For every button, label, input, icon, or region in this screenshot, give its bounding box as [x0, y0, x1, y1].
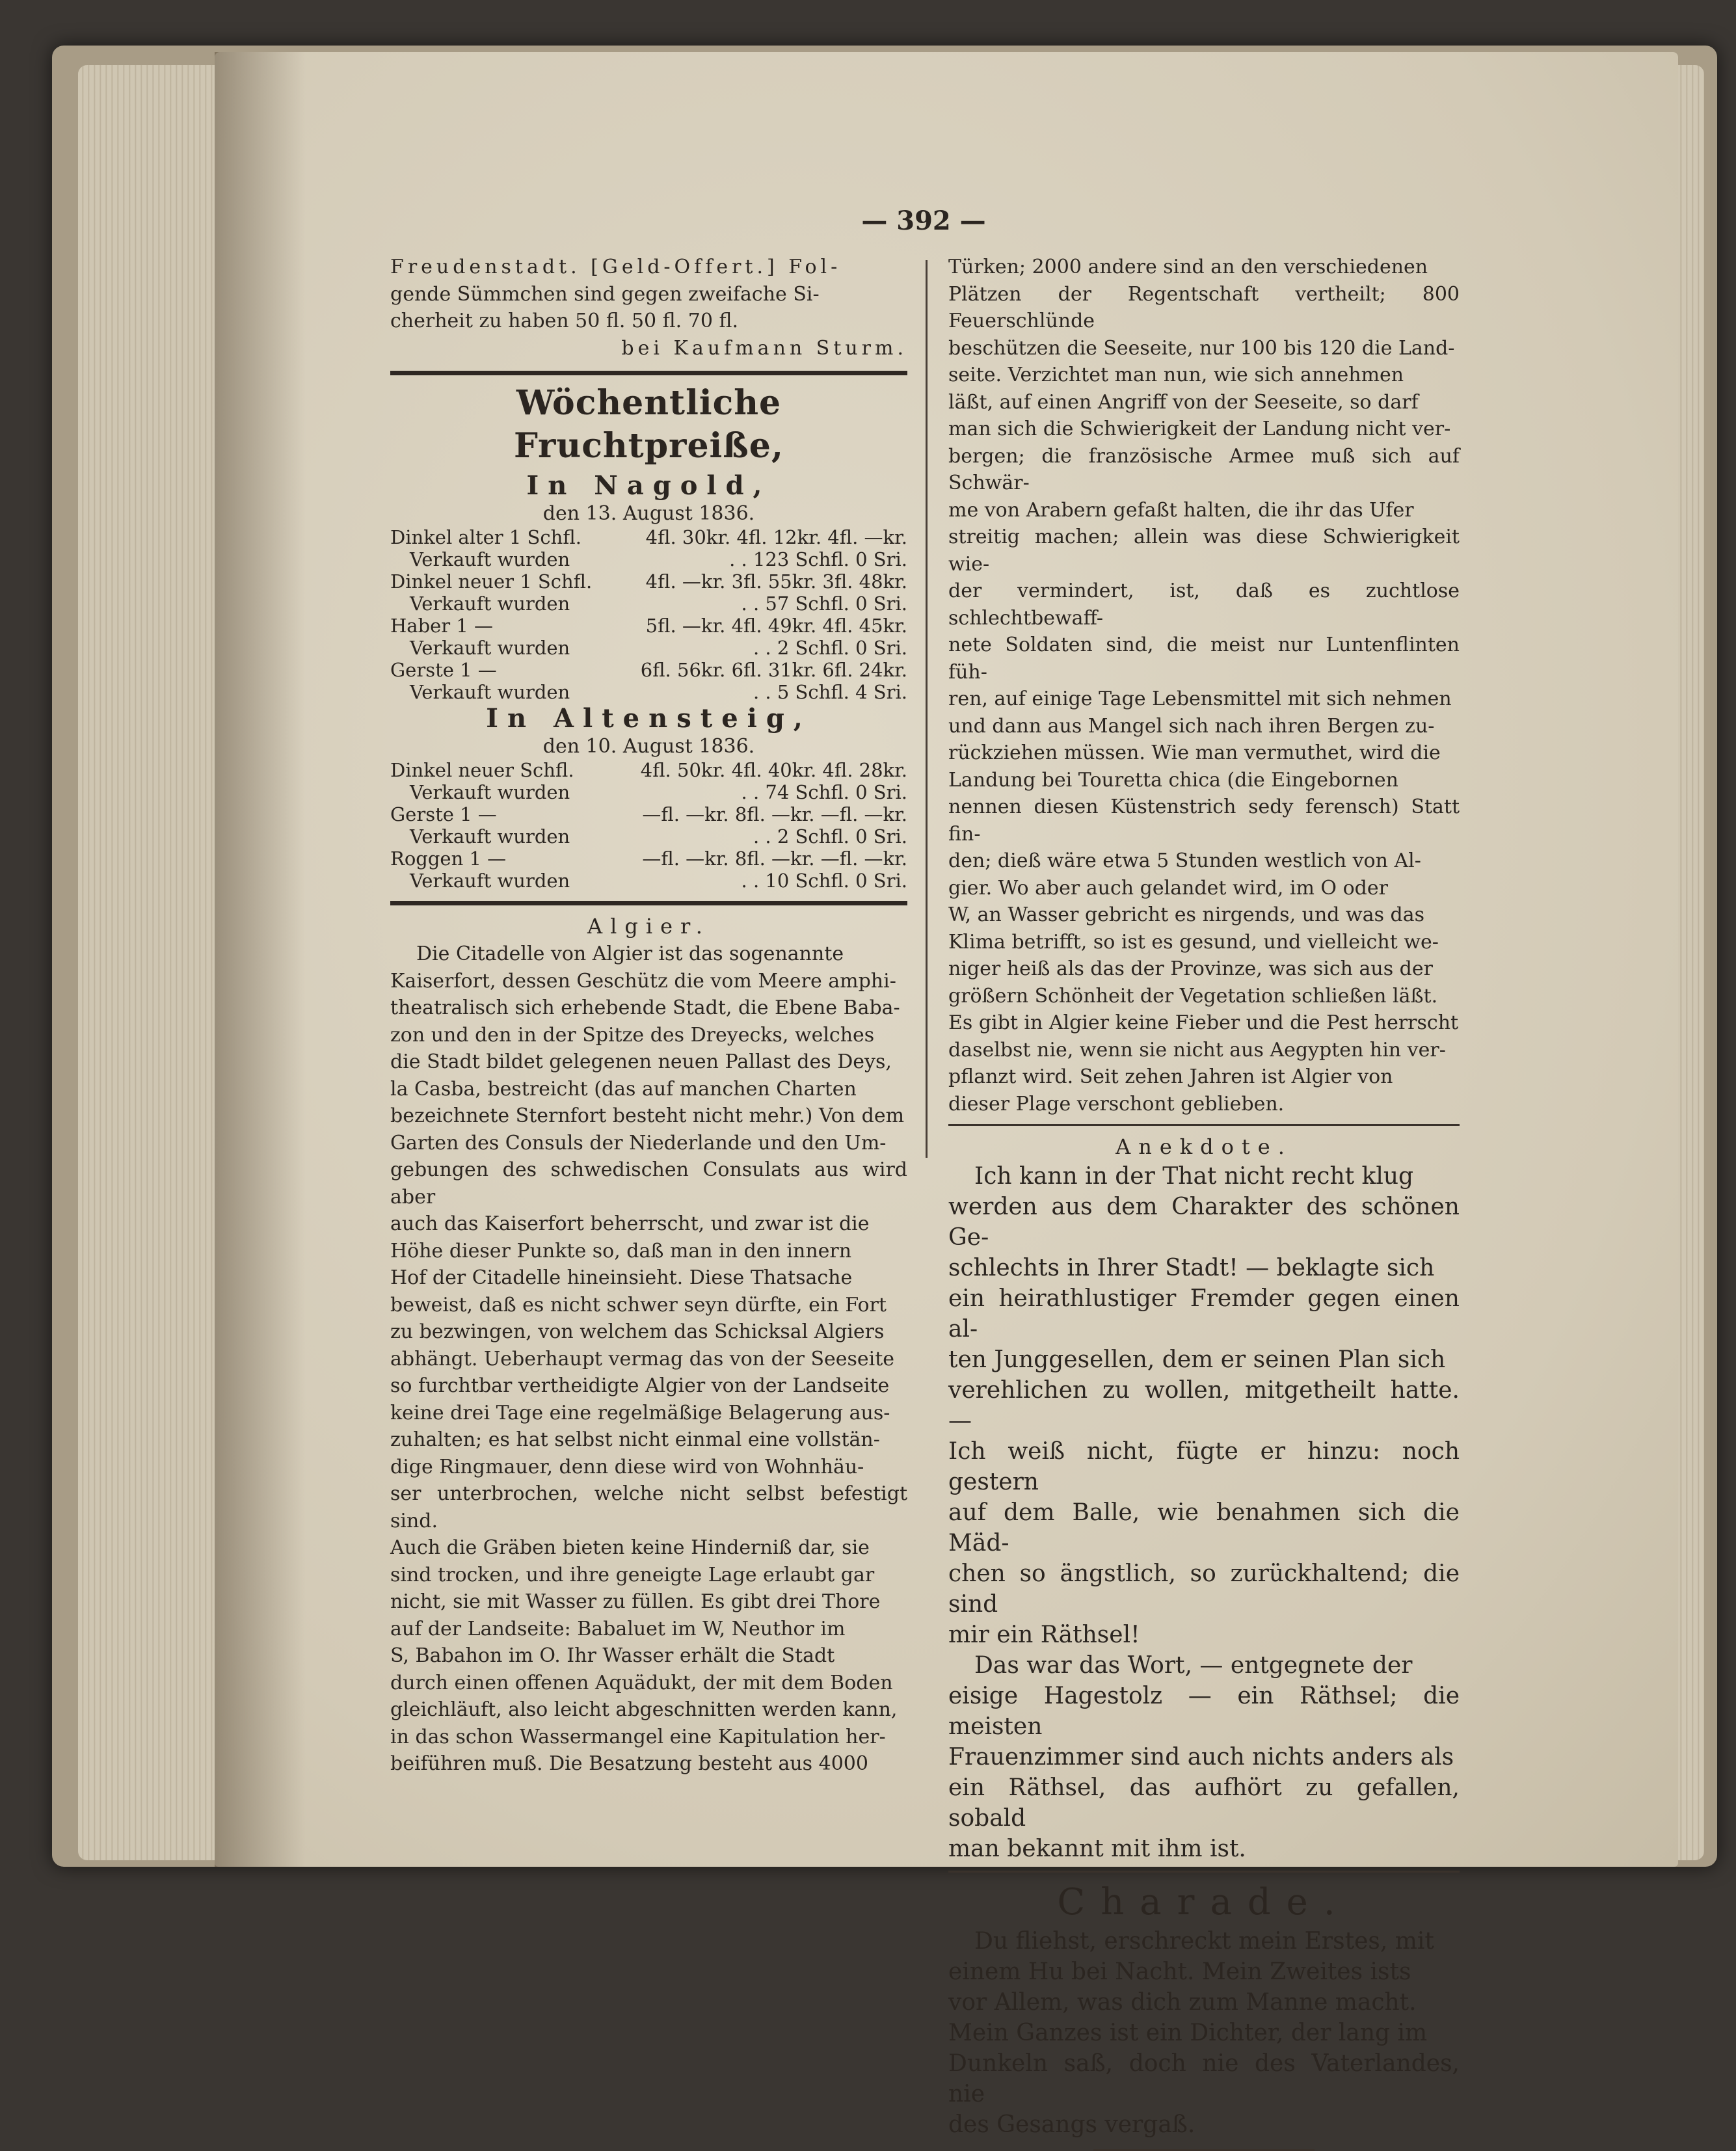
article-line: Ich kann in der That nicht recht klug	[974, 1163, 1414, 1190]
article-line: ren, auf einige Tage Lebensmittel mit sich nehmen	[948, 688, 1452, 710]
article-line: größern Schönheit der Vegetation schließen läßt.	[948, 984, 1438, 1008]
row-label: Verkauft wurden	[410, 681, 570, 703]
place-heading-altensteig: In Altensteig,	[486, 703, 812, 734]
row-label: Dinkel alter 1 Schfl.	[390, 526, 581, 548]
row-values: . . 2 Schfl. 0 Sri.	[753, 637, 907, 659]
column-divider	[926, 260, 928, 1158]
table-row	[390, 659, 907, 681]
algier-article	[390, 941, 907, 1778]
article-line: werden aus dem Charakter des schönen Ge-	[948, 1194, 1460, 1251]
row-values: . . 74 Schfl. 0 Sri.	[741, 781, 907, 803]
table-row	[390, 681, 907, 703]
row-label: Verkauft wurden	[410, 593, 570, 615]
article-line: gleichläuft, also leicht abgeschnitten werden kann,	[390, 1698, 898, 1721]
article-line: der vermindert, ist, daß es zuchtlose schlechtbewaff-	[948, 580, 1460, 630]
article-line: Auch die Gräben bieten keine Hinderniß dar, sie	[390, 1536, 870, 1559]
article-line: Ich weiß nicht, fügte er hinzu: noch gestern	[948, 1438, 1460, 1495]
poem-line: des Gesangs vergaß.	[948, 2111, 1195, 2138]
article-line: W, an Wasser gebricht es nirgends, und was das	[948, 903, 1425, 926]
poem-line: Dunkeln saß, doch nie des Vaterlandes, nie	[948, 2050, 1460, 2107]
article-line: chen so ängstlich, so zurückhaltend; die sind	[948, 1560, 1460, 1618]
gutter-shadow	[215, 52, 306, 1867]
table-row	[390, 570, 907, 593]
row-label: Verkauft wurden	[410, 548, 570, 570]
poem-line: vor Allem, was dich zum Manne macht.	[948, 1989, 1417, 2016]
algier-article-continued	[948, 254, 1460, 1117]
article-line: sind trocken, und ihre geneigte Lage erlaubt gar	[390, 1563, 875, 1586]
article-line: zuhalten; es hat selbst nicht einmal eine vollstän-	[390, 1428, 880, 1451]
left-column	[390, 254, 907, 1775]
row-label: Gerste 1 —	[390, 659, 497, 681]
anekdote-title: Anekdote.	[1115, 1134, 1292, 1159]
anekdote-article	[948, 1161, 1460, 1864]
article-line: die Stadt bildet gelegenen neuen Pallast des Deys,	[390, 1050, 892, 1073]
article-line: bergen; die französische Armee muß sich auf Schwär-	[948, 444, 1460, 494]
article-line: so furchtbar vertheidigte Algier von der Landseite	[390, 1374, 890, 1397]
row-values: —fl. —kr. 8fl. —kr. —fl. —kr.	[642, 848, 907, 870]
article-line: pflanzt wird. Seit zehen Jahren ist Algier von	[948, 1065, 1393, 1088]
article-line: bezeichnete Sternfort besteht nicht mehr.) Von dem	[390, 1104, 905, 1127]
fruit-prices-title: Wöchentliche Fruchtpreiße,	[514, 383, 784, 466]
row-label: Haber 1 —	[390, 615, 494, 637]
row-label: Verkauft wurden	[410, 870, 570, 892]
price-table-altensteig	[390, 759, 907, 892]
article-line: Klima betrifft, so ist es gesund, und vielleicht we-	[948, 930, 1439, 954]
offer-line: gende Sümmchen sind gegen zweifache Si-	[390, 282, 820, 306]
article-line: eisige Hagestolz — ein Räthsel; die meisten	[948, 1683, 1460, 1740]
table-row	[390, 548, 907, 570]
money-offer	[390, 254, 907, 362]
article-line: Frauenzimmer sind auch nichts anders als	[948, 1744, 1454, 1770]
price-table-nagold	[390, 526, 907, 703]
article-line: schlechts in Ihrer Stadt! — beklagte sich	[948, 1255, 1435, 1281]
row-values: 4fl. 50kr. 4fl. 40kr. 4fl. 28kr.	[640, 759, 907, 781]
article-line: gier. Wo aber auch gelandet wird, im O oder	[948, 876, 1388, 900]
row-label: Dinkel neuer Schfl.	[390, 759, 574, 781]
article-line: man sich die Schwierigkeit der Landung nicht ver-	[948, 418, 1451, 440]
poem-line: Du fliehst, erschreckt mein Erstes, mit	[974, 1928, 1434, 1955]
article-line: auf dem Balle, wie benahmen sich die Mäd-	[948, 1499, 1460, 1556]
charade-title: Charade.	[1057, 1881, 1351, 1923]
article-line: streitig machen; allein was diese Schwierigkeit wie-	[948, 526, 1460, 576]
table-row	[390, 848, 907, 870]
article-line: verehlichen zu wollen, mitgetheilt hatte. —	[948, 1377, 1460, 1434]
article-line: den; dieß wäre etwa 5 Stunden westlich von Al-	[948, 849, 1421, 872]
row-values: . . 123 Schfl. 0 Sri.	[729, 548, 907, 570]
charade-poem	[948, 1926, 1460, 2140]
article-line: me von Arabern gefaßt halten, die ihr das Ufer	[948, 498, 1414, 522]
article-line: mir ein Räthsel!	[948, 1622, 1140, 1648]
offer-line: cherheit zu haben 50 fl. 50 fl. 70 fl.	[390, 310, 739, 332]
article-line: nete Soldaten sind, die meist nur Luntenflinten füh-	[948, 634, 1460, 684]
article-line: beiführen muß. Die Besatzung besteht aus 4000	[390, 1752, 868, 1775]
row-label: Verkauft wurden	[410, 781, 570, 803]
row-label: Dinkel neuer 1 Schfl.	[390, 570, 593, 593]
article-line: auch das Kaiserfort beherrscht, und zwar ist die	[390, 1212, 870, 1235]
row-values: 6fl. 56kr. 6fl. 31kr. 6fl. 24kr.	[640, 659, 907, 681]
section-rule	[948, 1871, 1460, 1873]
table-row	[390, 593, 907, 615]
article-line: beweist, daß es nicht schwer seyn dürfte, ein Fort	[390, 1293, 887, 1316]
table-row	[390, 781, 907, 803]
row-values: 4fl. —kr. 3fl. 55kr. 3fl. 48kr.	[645, 570, 907, 593]
place-heading-nagold: In Nagold,	[526, 470, 771, 501]
article-line: theatralisch sich erhebende Stadt, die Ebene Baba-	[390, 996, 900, 1019]
article-line: dige Ringmauer, denn diese wird von Wohnhäu-	[390, 1455, 864, 1478]
row-label: Roggen 1 —	[390, 848, 507, 870]
article-line: in das schon Wassermangel eine Kapitulation her-	[390, 1725, 886, 1748]
date-nagold: den 13. August 1836.	[542, 502, 755, 525]
row-label: Gerste 1 —	[390, 803, 497, 825]
offer-signature: bei Kaufmann Sturm.	[621, 336, 907, 360]
poem-line: einem Hu bei Nacht. Mein Zweites ists	[948, 1958, 1411, 1985]
article-line: Höhe dieser Punkte so, daß man in den innern	[390, 1239, 852, 1263]
article-line: durch einen offenen Aquädukt, der mit dem Boden	[390, 1671, 893, 1694]
article-line: läßt, auf einen Angriff von der Seeseite, so darf	[948, 390, 1419, 414]
table-row	[390, 803, 907, 825]
article-line: zu bezwingen, von welchem das Schicksal Algiers	[390, 1320, 885, 1343]
row-label: Verkauft wurden	[410, 825, 570, 848]
article-line: seite. Verzichtet man nun, wie sich annehmen	[948, 364, 1404, 386]
article-line: ser unterbrochen, welche nicht selbst befestigt sind.	[390, 1482, 907, 1532]
article-line: rückziehen müssen. Wie man vermuthet, wird die	[948, 741, 1441, 764]
article-line: nennen diesen Küstenstrich sedy ferensch) Statt fin-	[948, 795, 1460, 846]
right-column	[948, 254, 1460, 2138]
row-values: 5fl. —kr. 4fl. 49kr. 4fl. 45kr.	[645, 615, 907, 637]
article-line: keine drei Tage eine regelmäßige Belagerung aus-	[390, 1401, 890, 1424]
article-line: Plätzen der Regentschaft vertheilt; 800 Feuerschlünde	[948, 282, 1460, 332]
article-line: beschützen die Seeseite, nur 100 bis 120 die Land-	[948, 336, 1455, 360]
article-line: ein Räthsel, das aufhört zu gefallen, sobald	[948, 1774, 1460, 1832]
section-rule	[390, 901, 907, 905]
row-values: . . 2 Schfl. 0 Sri.	[753, 825, 907, 848]
article-line: auf der Landseite: Babaluet im W, Neuthor im	[390, 1617, 846, 1640]
offer-line: Freudenstadt. [Geld-Offert.] Fol-	[390, 256, 842, 278]
article-line: Türken; 2000 andere sind an den verschiedenen	[948, 256, 1428, 278]
table-row	[390, 870, 907, 892]
article-line: S, Babahon im O. Ihr Wasser erhält die Stadt	[390, 1644, 835, 1667]
table-row	[390, 825, 907, 848]
article-line: Garten des Consuls der Niederlande und den Um-	[390, 1131, 887, 1155]
article-line: Es gibt in Algier keine Fieber und die Pest herrscht	[948, 1011, 1459, 1034]
page-number: — 392 —	[861, 206, 986, 236]
article-line: ten Junggesellen, dem er seinen Plan sich	[948, 1346, 1446, 1373]
section-rule	[390, 371, 907, 375]
article-line: Landung bei Touretta chica (die Eingebornen	[948, 768, 1399, 792]
row-values: . . 10 Schfl. 0 Sri.	[741, 870, 907, 892]
article-line: man bekannt mit ihm ist.	[948, 1836, 1246, 1862]
article-line: Das war das Wort, — entgegnete der	[974, 1652, 1413, 1679]
row-label: Verkauft wurden	[410, 637, 570, 659]
table-row	[390, 759, 907, 781]
article-line: abhängt. Ueberhaupt vermag das von der Seeseite	[390, 1347, 895, 1370]
article-line: ein heirathlustiger Fremder gegen einen al-	[948, 1285, 1460, 1343]
article-line: zon und den in der Spitze des Dreyecks, welches	[390, 1023, 875, 1047]
row-values: . . 57 Schfl. 0 Sri.	[741, 593, 907, 615]
poem-line: Mein Ganzes ist ein Dichter, der lang im	[948, 2020, 1428, 2046]
table-row	[390, 526, 907, 548]
article-line: gebungen des schwedischen Consulats aus wird aber	[390, 1158, 907, 1209]
article-line: Kaiserfort, dessen Geschütz die vom Meere amphi-	[390, 969, 896, 993]
article-line: nicht, sie mit Wasser zu füllen. Es gibt drei Thore	[390, 1590, 881, 1613]
row-values: 4fl. 30kr. 4fl. 12kr. 4fl. —kr.	[645, 526, 907, 548]
row-values: . . 5 Schfl. 4 Sri.	[753, 681, 907, 703]
article-line: und dann aus Mangel sich nach ihren Bergen zu-	[948, 714, 1435, 738]
article-line: Hof der Citadelle hineinsieht. Diese Thatsache	[390, 1266, 853, 1289]
article-line: la Casba, bestreicht (das auf manchen Charten	[390, 1077, 857, 1101]
table-row	[390, 615, 907, 637]
row-values: —fl. —kr. 8fl. —kr. —fl. —kr.	[642, 803, 907, 825]
section-rule	[948, 1124, 1460, 1126]
article-line: daselbst nie, wenn sie nicht aus Aegypten hin ver-	[948, 1038, 1446, 1062]
table-row	[390, 637, 907, 659]
algier-title: Algier.	[587, 914, 710, 939]
article-line: Die Citadelle von Algier ist das sogenannte	[416, 942, 844, 965]
article-line: niger heiß als das der Provinze, was sich aus der	[948, 957, 1433, 980]
date-altensteig: den 10. August 1836.	[542, 735, 755, 758]
article-line: dieser Plage verschont geblieben.	[948, 1092, 1285, 1116]
